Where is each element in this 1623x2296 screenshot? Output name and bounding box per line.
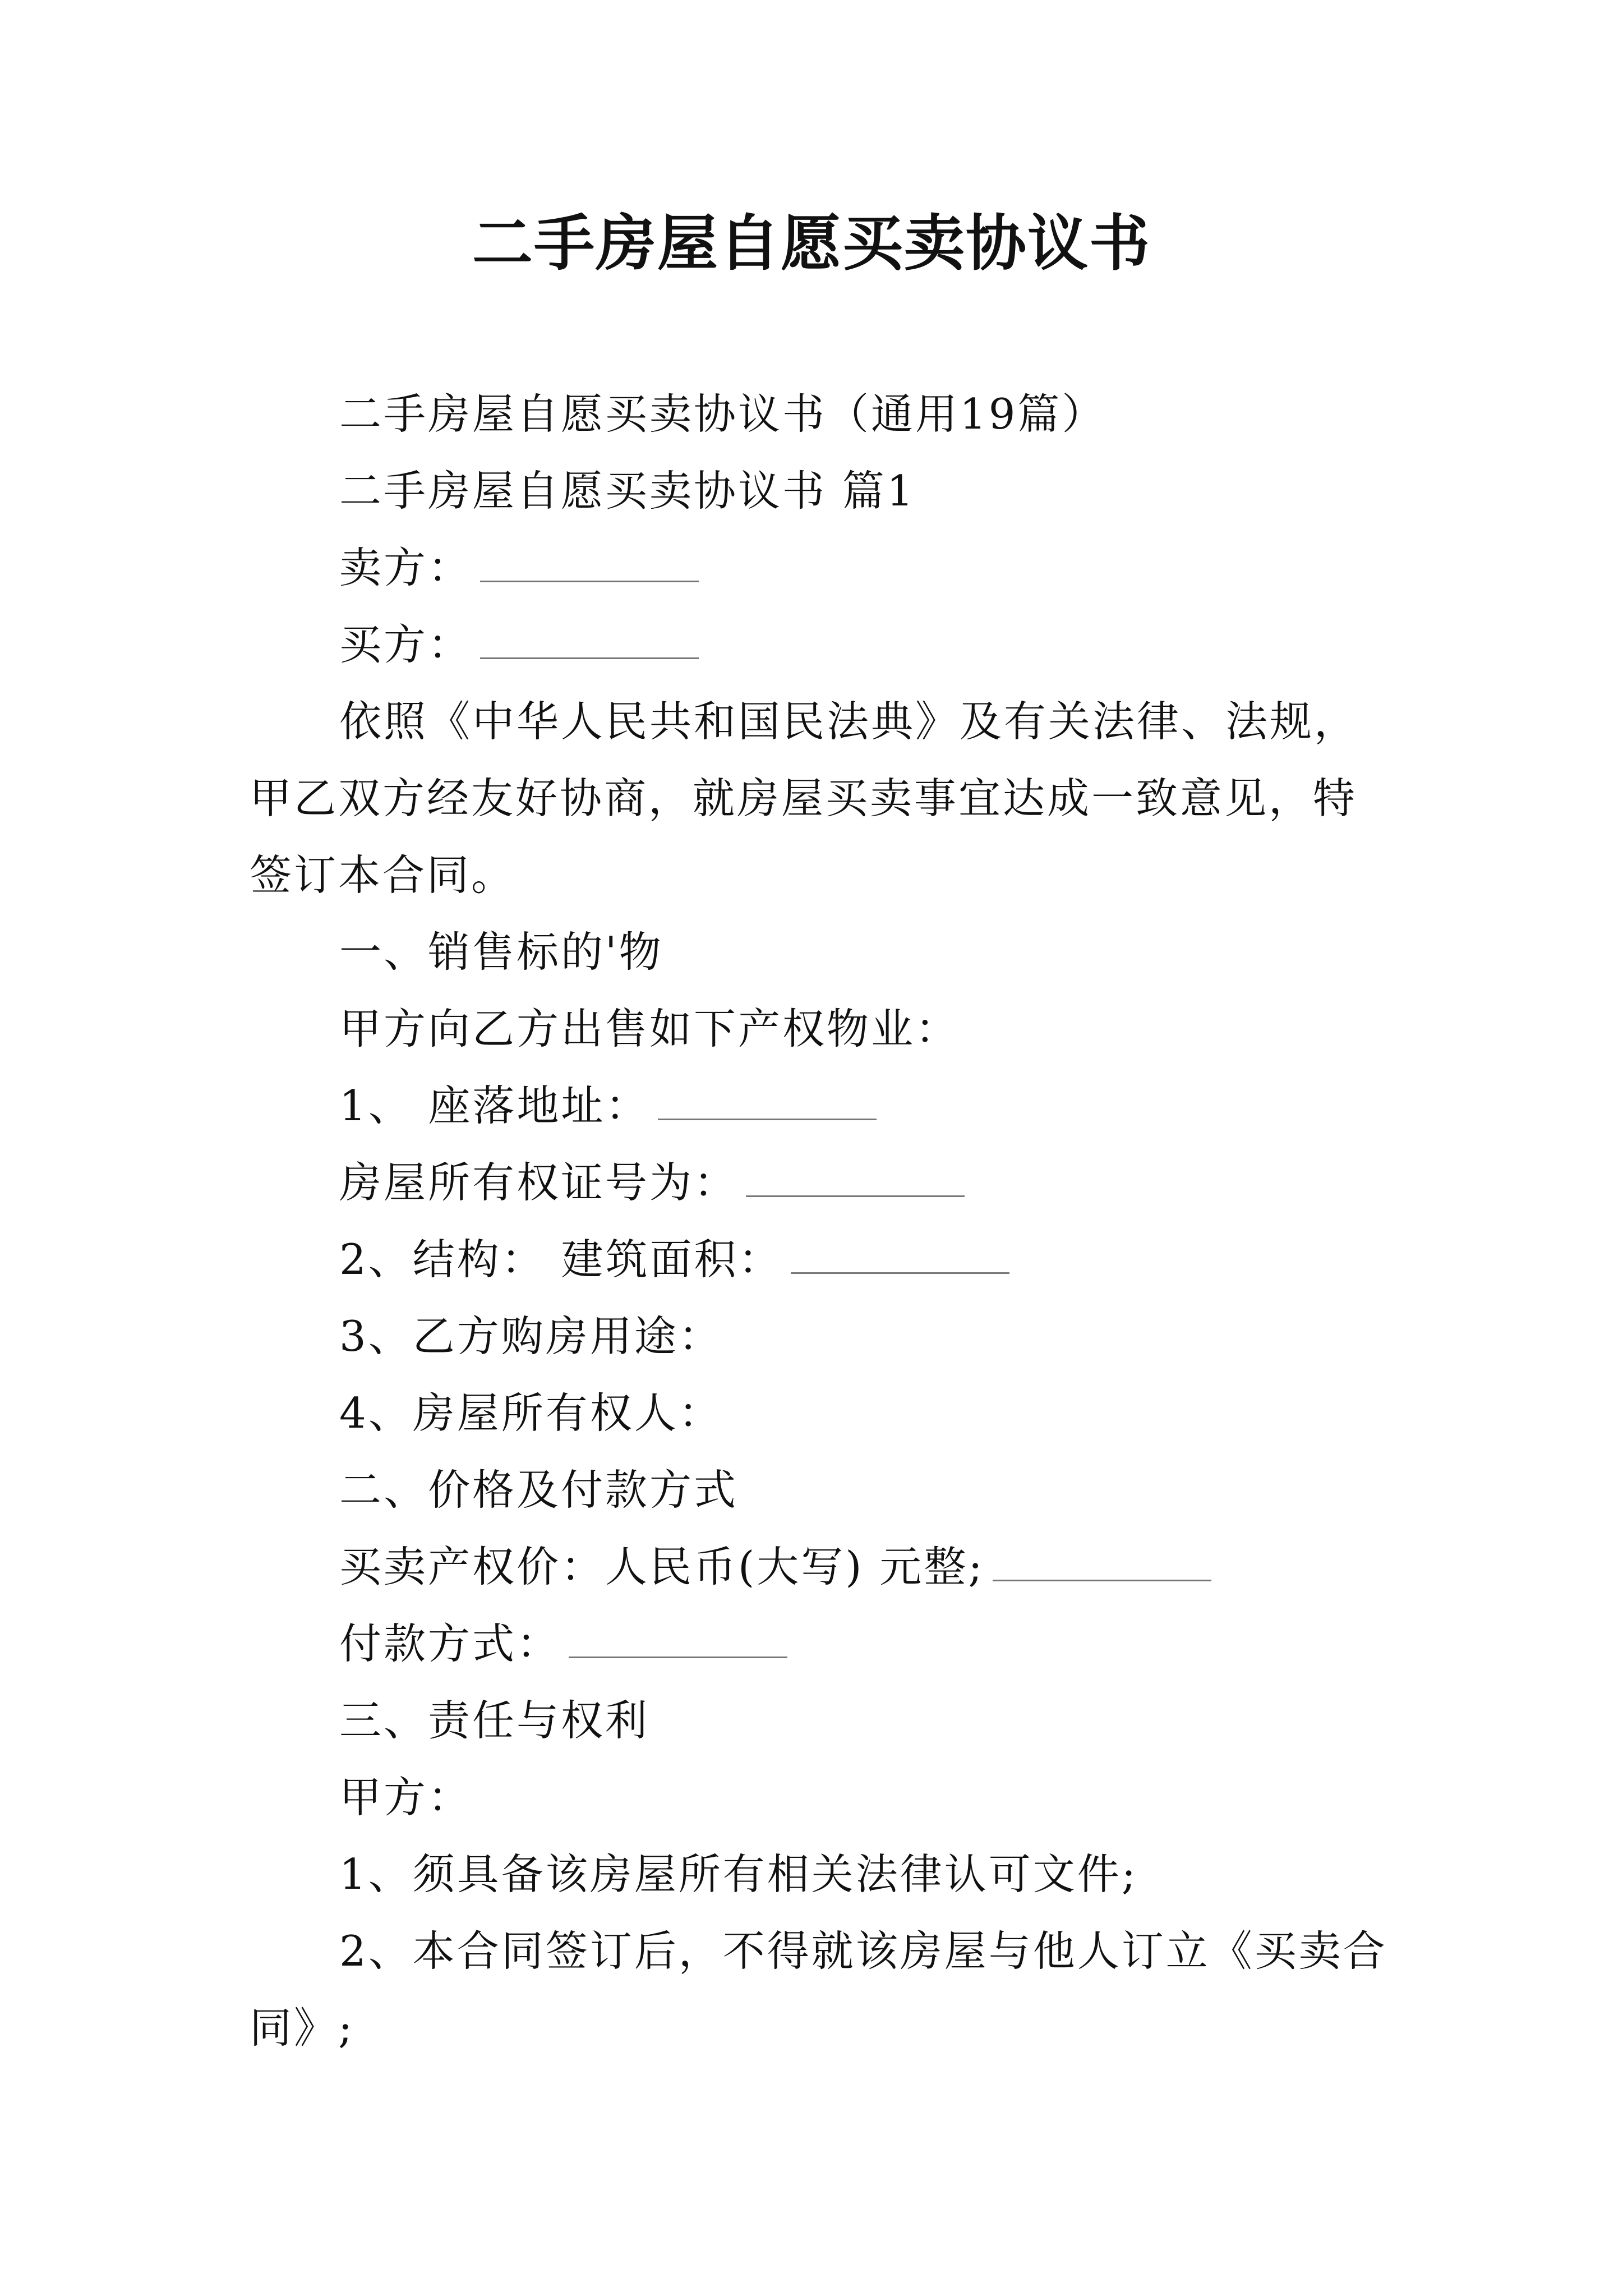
paragraph xyxy=(250,1452,1388,1529)
paragraph xyxy=(250,683,1388,914)
paragraph xyxy=(250,1221,1388,1298)
fill-in-blank-line xyxy=(993,1547,1211,1581)
paragraph-text: 甲方： xyxy=(339,1773,473,1822)
paragraph-text: 一、销售标的'物 xyxy=(339,927,663,977)
paragraph-text: 2、结构： 建筑面积： xyxy=(339,1235,783,1284)
paragraph-text: 二手房屋自愿买卖协议书 篇1 xyxy=(339,466,916,516)
paragraph xyxy=(250,1068,1388,1144)
paragraph xyxy=(250,1529,1388,1605)
paragraph xyxy=(250,1298,1388,1375)
paragraph-text: 4、房屋所有权人： xyxy=(339,1388,723,1438)
paragraph-text: 2、本合同签订后，不得就该房屋与他人订立《买卖合同》; xyxy=(250,1926,1387,2053)
paragraph xyxy=(250,1836,1388,1913)
fill-in-blank-line xyxy=(569,1624,787,1658)
paragraph-text: 依照《中华人民共和国民法典》及有关法律、法规，甲乙双方经友好协商，就房屋买卖事宜达成一致意见，特签订本合同。 xyxy=(250,697,1359,900)
paragraph xyxy=(250,606,1388,683)
paragraph xyxy=(250,1605,1388,1682)
fill-in-blank-line xyxy=(480,625,699,659)
fill-in-blank-line xyxy=(658,1086,877,1120)
paragraph xyxy=(250,914,1388,991)
paragraph xyxy=(250,376,1388,453)
paragraph-text: 甲方向乙方出售如下产权物业： xyxy=(339,1004,960,1053)
fill-in-blank-line xyxy=(480,548,699,582)
document-body xyxy=(250,376,1388,2067)
paragraph-text: 3、乙方购房用途： xyxy=(339,1312,723,1361)
paragraph xyxy=(250,1759,1388,1836)
document-title: 二手房屋自愿买卖协议书 xyxy=(472,209,1151,279)
paragraph-text: 买卖产权价：人民币(大写) 元整; xyxy=(339,1542,985,1591)
paragraph-text: 二、价格及付款方式 xyxy=(339,1465,739,1515)
paragraph-text: 1、 座落地址： xyxy=(339,1081,650,1130)
fill-in-blank-line xyxy=(791,1240,1009,1274)
paragraph-text: 卖方： xyxy=(339,543,473,592)
paragraph-text: 付款方式： xyxy=(339,1619,561,1668)
paragraph xyxy=(250,1682,1388,1759)
paragraph xyxy=(250,1375,1388,1452)
paragraph-text: 二手房屋自愿买卖协议书（通用19篇） xyxy=(339,389,1106,439)
paragraph xyxy=(250,530,1388,606)
fill-in-blank-line xyxy=(746,1163,965,1197)
paragraph-text: 房屋所有权证号为： xyxy=(339,1158,739,1207)
paragraph-text: 买方： xyxy=(339,620,473,669)
paragraph-text: 三、责任与权利 xyxy=(339,1696,650,1745)
paragraph xyxy=(250,453,1388,530)
paragraph xyxy=(250,1144,1388,1221)
paragraph xyxy=(250,991,1388,1068)
paragraph xyxy=(250,1913,1388,2067)
paragraph-text: 1、须具备该房屋所有相关法律认可文件; xyxy=(339,1849,1138,1899)
